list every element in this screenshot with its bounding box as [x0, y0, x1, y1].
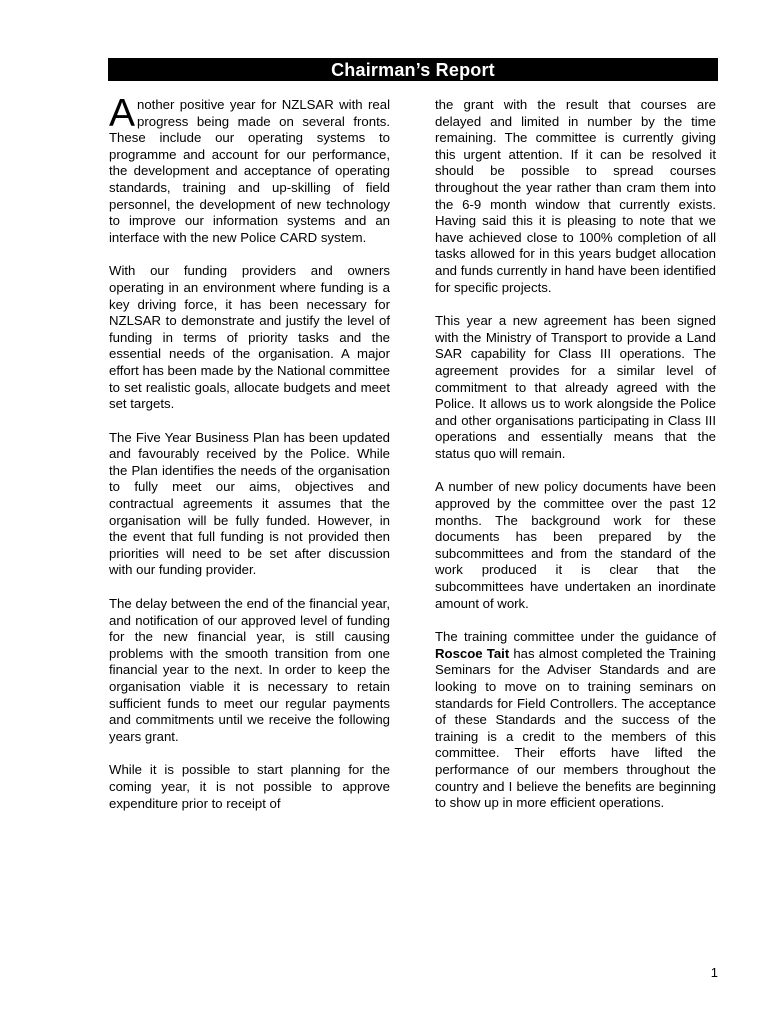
paragraph-intro-text: nother positive year for NZLSAR with real progress being made on several fronts. These include our operating systems to programme and account for our performance, the development and acceptance of operating standards, training and up-skilling of field personnel, the development of new technology to improve our information systems and an interface with the new Police CARD system.: [109, 97, 390, 245]
drop-cap-letter: A: [109, 92, 136, 135]
paragraph-funding-delay: The delay between the end of the financial year, and notification of our approved level of funding for the new financial year, is still causing problems with the smooth transition from one financial year to the next. In order to keep the organisation viable it is necessary to retain sufficient funds to meet our regular payments and commitments until we receive the following years grant.: [109, 596, 390, 744]
page-number: 1: [710, 965, 718, 980]
paragraph-training-committee: [435, 629, 716, 812]
paragraph-intro: [109, 92, 390, 246]
training-text-start: The training committee under the guidance of: [435, 629, 716, 645]
paragraph-funding-providers: With our funding providers and owners operating in an environment where funding is a key driving force, it has been necessary for NZLSAR to demonstrate and justify the level of funding in terms of priority tasks and the essential needs of the organisation. A major effort has been made by the National committee to set realistic goals, allocate budgets and meet set targets.: [109, 263, 390, 412]
paragraph-policy-documents: A number of new policy documents have been approved by the committee over the past 12 months. The background work for these documents has been prepared by the subcommittees and from the standard of the work produced it is clear that the subcommittees have undertaken an inordinate amount of work.: [435, 479, 716, 611]
paragraph-grant-delay: the grant with the result that courses are delayed and limited in number by the time remaining. The committee is currently giving this urgent attention. If it can be resolved it should be possible to spread courses throughout the year rather than cram them into the 6-9 month window that currently exists. Having said this it is pleasing to note that we have achieved close to 100% completion of all tasks allowed for in this years budget allocation and funds currently in hand have been identified for specific projects.: [435, 97, 716, 295]
left-column: [109, 92, 390, 829]
paragraph-business-plan: The Five Year Business Plan has been updated and favourably received by the Police. While the Plan identifies the needs of the organisation to fully meet our aims, objectives and contractual agreements it assumes that the organisation will be fully funded. However, in the event that full funding is not provided then priorities will need to be set after discussion with our funding provider.: [109, 429, 390, 578]
right-column: [435, 97, 716, 829]
page-title: Chairman’s Report: [108, 58, 718, 81]
paragraph-planning: While it is possible to start planning for the coming year, it is not possible to approve expenditure prior to receipt of: [109, 762, 390, 811]
person-name: Roscoe Tait: [435, 645, 510, 661]
paragraph-ministry-agreement: This year a new agreement has been signed with the Ministry of Transport to provide a Land SAR capability for Class III operations. The agreement provides for a similar level of commitment to that already agreed with the Police. It allows us to work alongside the Police and other organisations participating in Class III operations and essentially means that the status quo will remain.: [435, 313, 716, 461]
training-text-end: has almost completed the Training Seminars for the Adviser Standards and are looking to move on to training seminars on standards for Field Controllers. The acceptance of these Standards and the success of the training is a credit to the members of this committee. Their efforts have lifted the performance of our members throughout the country and I believe the benefits are beginning to show up in more efficient operations.: [435, 645, 716, 811]
